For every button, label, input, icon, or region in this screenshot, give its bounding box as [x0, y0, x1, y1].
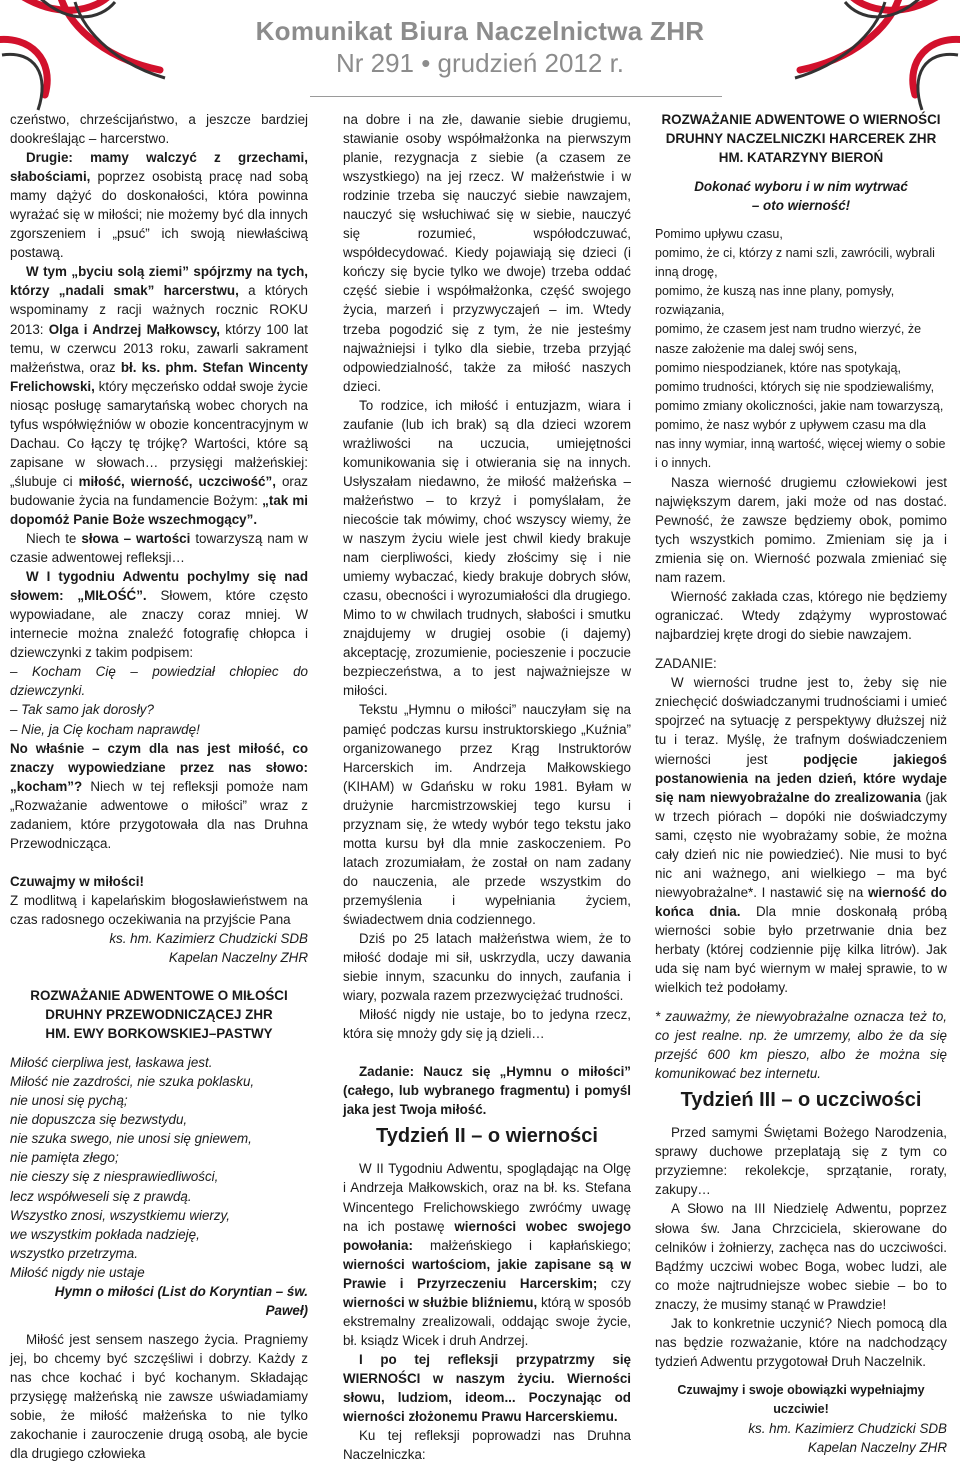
column-right — [655, 110, 947, 1457]
motto-line: Dokonać wyboru i w nim wytrwać — [694, 179, 908, 195]
motto-line: – oto wierność! — [751, 198, 851, 214]
list-item: pomimo, że ci, którzy z nami szli, zawrócili, wybrali inną drogę, — [655, 246, 935, 280]
paragraph: Z modlitwą i kapelańskim błogosławieństwem na czas radosnego oczekiwania na przyjście Pana — [10, 892, 308, 927]
list-item: pomimo zmiany okoliczności, jakie nam towarzyszą, — [655, 398, 944, 413]
paragraph: Miłość jest sensem naszego życia. Pragniemy jej, bo chcemy być szczęśliwi i dobrzy. Każdy z nas chce kochać i być kochanym. Składając przysięgę małżeńską nie zawsze uświadamiamy sobie, że miłość małżeńska to nie tylko zakochanie i zauroczenie drugą osobą, ale bycie dla drugiego człowieka — [10, 1331, 308, 1462]
paragraph: Przed samymi Świętami Bożego Narodzenia, sprawy duchowe przeplatają się z tym co przyziemne: rekolekcje, sprzątanie, roraty, zakupy… — [655, 1125, 947, 1198]
poem-line: Wszystko znosi, wszystkiemu wierzy, — [10, 1207, 230, 1223]
signature-role: Kapelan Naczelny ZHR — [168, 950, 308, 966]
footnote: * zauważmy, że niewyobrażalne oznacza też to, co jest realne. np. że umrzemy, albo że da się przejść 600 km pieszo, albo że można się komunikować bez internetu. — [655, 1009, 947, 1082]
column-left — [10, 110, 308, 1463]
list-item: pomimo, że kuszą nas inne plany, pomysły, rozwiązania, — [655, 284, 895, 318]
section-title-line: ROZWAŻANIE ADWENTOWE O MIŁOŚCI — [30, 988, 288, 1004]
paragraph: Wierność zakłada czas, którego nie będziemy ograniczać. Wtedy zdążymy wyprostować najbardziej kręte drogi do siebie nawzajem. — [655, 589, 947, 643]
section-heading: Tydzień III – o uczciwości — [680, 1089, 922, 1112]
paragraph: Niech te słowa – wartości towarzyszą nam w czasie adwentowej refleksji… — [10, 531, 308, 566]
quote-line: – Kocham Cię – powiedział chłopiec do dziewczynki. — [10, 664, 308, 699]
paragraph: czeństwo, chrześcijaństwo, a jeszcze bardziej dookreślając – harcerstwo. — [10, 112, 308, 147]
section-title-line: ROZWAŻANIE ADWENTOWE O WIERNOŚCI — [661, 112, 941, 127]
list-item: pomimo trudności, których się nie spodziewaliśmy, — [655, 379, 935, 394]
header-title: Komunikat Biura Naczelnictwa ZHR — [255, 16, 705, 46]
paragraph: Ku tej refleksji poprowadzi nas Druhna Naczelniczka: — [343, 1428, 631, 1463]
paragraph: Dziś po 25 latach małżeństwa wiem, że to miłość dodaje mi sił, uskrzydla, uczy dawania siebie innym, szacunku do innych, zaufania i wiary, pozwala razem przezwyciężać trudności. — [343, 931, 631, 1004]
paragraph: W wierności trudne jest to, żeby się nie zniechęcić doświadczanymi trudnościami i umieć spojrzeć na sytuację z perspektywy dłuższej niż tu i teraz. Myślę, że trafnym doświadczeniem wierności jest podjęcie jakiegoś postanowienia na jeden dzień, które wydaje się nam niewyobrażalne do zrealizowania (jak w trzech piórach – dopóki nie doświadczymy sami, często nie wyobrażamy sobie, że można cały dzień nic nie powiedzieć). Nie musi to być nic ani ważnego, ani wielkiego – ma być niewyobrażalne*. I nastawić się na wierność do końca dnia. Dla mnie doskonałą próbą wierności sobie było przetrwanie dnia bez herbaty (której codziennie piję kilka litrów). Jak uda się nam być wiernym w małej sprawie, to w wielkich też podołamy. — [655, 675, 947, 996]
paragraph: Jak to konkretnie uczynić? Niech pomocą dla nas będzie rozważanie, które na nadchodzący tydzień Adwentu przygotował Druh Naczelnik. — [655, 1315, 947, 1369]
closing-line: Czuwajmy i swoje obowiązki wypełniajmy uczciwie! — [677, 1382, 925, 1416]
paragraph: To rodzice, ich miłość i entuzjazm, wiara i zaufanie (lub ich brak) są dla dzieci wzorem wrażliwości na uczucia, umiejętności komunikowania się i otwierania się na innych. Usłyszałam niedawno, że miłość małżeńska – małżeństwo – to krzyż i pomyślałam, że niecoście tak mówimy, choć wszyscy wiemy, że w naszym życiu wiele jest chwil kiedy brakuje nam cierpliwości, kiedy złościmy się i nie umiemy wybaczać, kiedy brakuje dobrych słów, czasu, obecności i wyrozumiałości dla drugiego. Mimo to w chwilach trudnych, słabości i smutku znajdujemy w drugiej osobie (i dajemy) akceptację, zrozumienie, pocieszenie i poczucie bezpieczeństwa, a to jest najważniejsze w miłości. — [343, 397, 631, 699]
poem-line: wszystko przetrzyma. — [10, 1245, 138, 1261]
poem-line: nie unosi się pychą; — [10, 1093, 128, 1109]
poem-line: Miłość nigdy nie ustaje — [10, 1264, 145, 1280]
poem-line: Miłość cierpliwa jest, łaskawa jest. — [10, 1055, 213, 1071]
column-middle — [343, 110, 631, 1464]
signature-name: ks. hm. Kazimierz Chudzicki SDB — [109, 930, 308, 946]
list-item: pomimo, że nasz wybór z upływem czasu ma dla nas inny wymiar, inną wartość, więcej wiemy o sobie i o innych. — [655, 417, 946, 470]
poem-line: nie cieszy się z niesprawiedliwości, — [10, 1169, 219, 1185]
list-item: pomimo, że czasem jest nam trudno wierzyć, że nasze założenie ma dalej swój sens, — [655, 322, 922, 356]
paragraph: No właśnie – czym dla nas jest miłość, co znaczy wypowiedziane przez nas słowo: „kocham”? Niech w tej refleksji pomoże nam „Rozważanie adwentowe o miłości” wraz z zadaniem, które przygotowała dla nas Druhna Przewodnicząca. — [10, 740, 308, 851]
paragraph: na dobre i na złe, dawanie siebie drugiemu, stawianie osoby współmałżonka na pierwszym planie, rezygnacja z siebie (a czasem ze wszystkiego) na jej rzecz. W małżeństwie i w rodzinie trzeba się nauczyć siebie nawzajem, nauczyć się wsłuchiwać się w siebie, nauczyć się rozumieć, współodczuwać, współdecydować. Kiedy pojawiają się dzieci (i kończy się bycie tylko we dwoje) trzeba oddać część siebie i współmałżonka, część swojego życia, marzeń i przyzwyczajeń – im. Wtedy trzeba pogodzić się z tym, że nie jesteśmy najważniejsi i tylko dla siebie, trzeba przyjąć odpowiedzialność, także za miłość naszych dzieci. — [343, 112, 631, 394]
paragraph: W I tygodniu Adwentu pochylmy się nad słowem: „MIŁOŚĆ”. Słowem, które często wypowiadane, ale znaczy coraz mniej. W internecie można znaleźć fotografię chłopca i dziewczynki z takim podpisem: — [10, 569, 308, 661]
quote-line: – Tak samo jak dorosły? — [10, 702, 154, 718]
poem-line: lecz współweseli się z prawdą. — [10, 1188, 192, 1204]
paragraph: W II Tygodniu Adwentu, spoglądając na Olgę i Andrzeja Małkowskich, oraz na bł. ks. Stefana Wincentego Frelichowskiego zwróćmy uwagę na ich postawę wierności wobec swojego powołania: małżeńskiego i kapłańskiego; wierności wartościom, jakie zapisane są w Prawie i Przyrzeczeniu Harcerskim; czy wierności w służbie bliźniemu, którą w sposób ekstremalny zrealizowali, oddając swoje życie, bł. ksiądz Wicek i druh Andrzej. — [343, 1161, 632, 1348]
list-item: Pomimo upływu czasu, — [655, 227, 783, 242]
header-divider — [310, 96, 722, 97]
section-title-line: HM. KATARZYNY BIEROŃ — [718, 150, 884, 166]
section-title-line: DRUHNY NACZELNICZKI HARCEREK ZHR — [665, 131, 937, 147]
paragraph: Tekstu „Hymnu o miłości” nauczyłam się na pamięć podczas kursu instruktorskiego „Kuźnia” organizowanego przez Krąg Instruktorów Harcerskich im. Andrzeja Małkowskiego (KIHAM) w Gdańsku w roku 1981. Byłam w drużynie harcmistrzowskiej tego kursu i przyznam się, że wtedy wybór tego tekstu jako motta kursu był dla mnie zaskoczeniem. Po latach zrozumiałam, że został on nam zadany do nauczenia, ale przede wszystkim do przemyślenia i wypełniania życiem, świadectwem dnia codziennego. — [343, 702, 631, 927]
poem-line: nie szuka swego, nie unosi się gniewem, — [10, 1131, 252, 1147]
task-label: ZADANIE: — [655, 656, 717, 672]
paragraph: Miłość nigdy nie ustaje, bo to jedyna rzecz, która się mnoży gdy się ją dzieli… — [343, 1007, 631, 1042]
list-item: pomimo niespodzianek, które nas spotykają, — [655, 360, 901, 375]
poem-line: nie dopuszcza się bezwstydu, — [10, 1112, 188, 1128]
quote-line: – Nie, ja Cię kocham naprawdę! — [10, 721, 200, 737]
section-heading: Tydzień II – o wierności — [376, 1125, 598, 1148]
paragraph: Drugie: mamy walczyć z grzechami, słabościami, poprzez osobistą pracę nad sobą mamy dążyć do doskonałości, która powinna wyrażać się w miłości; nie możemy być dla innych zgorszeniem i „psuć” ich swoją niewłaściwą postawą. — [10, 150, 308, 261]
page-header — [0, 16, 960, 78]
section-title-line: DRUHNY PRZEWODNICZĄCEJ ZHR — [45, 1007, 273, 1023]
paragraph: A Słowo na III Niedzielę Adwentu, poprzez słowa św. Jana Chrzciciela, skierowane do celników i żołnierzy, zachęca nas do uczciwości. Bądźmy uczciwi wobec Boga, wobec ludzi, ale co może najtrudniejsze wobec siebie – bo to znaczy, że musimy stanąć w Prawdzie! — [655, 1201, 947, 1312]
poem-line: we wszystkim pokłada nadzieję, — [10, 1226, 200, 1242]
task-paragraph: Zadanie: Naucz się „Hymnu o miłości” (całego, lub wybranego fragmentu) i pomyśl jaka jest Twoja miłość. — [343, 1064, 631, 1118]
section-title-line: HM. EWY BORKOWSKIEJ–PASTWY — [45, 1026, 273, 1042]
poem-source: Hymn o miłości (List do Koryntian – św. Paweł) — [54, 1283, 308, 1318]
paragraph: Nasza wierność drugiemu człowiekowi jest największym darem, jaki może od nas dostać. Pewność, że zawsze będziemy obok, pomimo tych wszystkich pomimo. Zmieniam się ja i zmienia się on. Wierność pozwala zmieniać się nam razem. — [655, 474, 947, 586]
header-issue: Nr 291 • grudzień 2012 r. — [335, 48, 625, 78]
closing-line: Czuwajmy w miłości! — [10, 873, 144, 889]
paragraph: I po tej refleksji przypatrzmy się WIERNOŚCI w naszym życiu. Wierności słowu, ludziom, ideom... Poczynając od wierności złożonemu Prawu Harcerskiemu. — [343, 1351, 631, 1425]
signature-name: ks. hm. Kazimierz Chudzicki SDB — [748, 1421, 947, 1436]
signature-role: Kapelan Naczelny ZHR — [807, 1440, 947, 1456]
poem-line: nie pamięta złego; — [10, 1150, 119, 1166]
paragraph: W tym „byciu solą ziemi” spójrzmy na tych, którzy „nadali smak” harcerstwu, a których wspominamy z racji ważnych rocznic ROKU 2013: Olga i Andrzej Małkowscy, którzy 100 lat temu, w czerwcu 2013 roku, zawarli sakrament małżeństwa, oraz bł. ks. phm. Stefan Wincenty Frelichowski, który męczeńsko oddał swoje życie niosąc posługę samarytańską wobec chorych na tyfus współwięźniów w obozie koncentracyjnym w Dachau. Co łączy tę trójkę? Wartości, które są zapisane w słowach… przysięgi małżeńskiej: „ślubuje ci miłość, wierność, uczciwość”, oraz budowanie życia na fundamencie Bożym: „tak mi dopomóż Panie Boże wszechmogący”. — [10, 264, 308, 527]
poem-line: Miłość nie zazdrości, nie szuka poklasku, — [10, 1074, 255, 1090]
